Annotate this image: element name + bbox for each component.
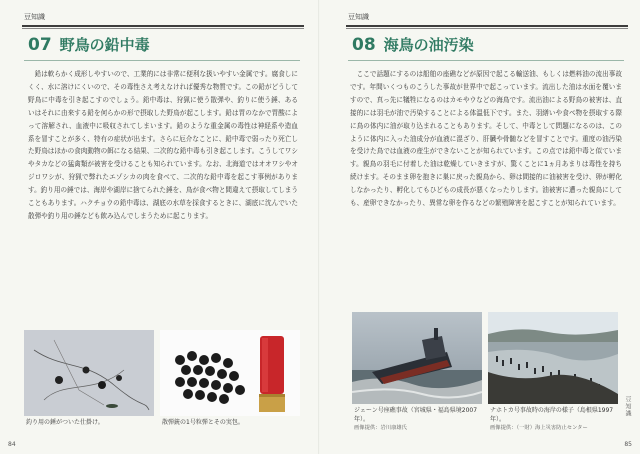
photo-credit: 画像提供：岩川康雄氏: [354, 425, 407, 431]
title-rule: [24, 60, 300, 61]
section-heading: 野鳥の鉛中毒: [59, 36, 150, 54]
page-number: 84: [8, 441, 16, 448]
header-rule: [346, 25, 628, 27]
body-text: 鉛は軟らかく成形しやすいので、工業的には非常に便利な扱いやすい金属です。腐食しにくく、水に溶けにくいので、その毒性さえ考えなければ優秀な物質です。この鉛がどうして野鳥に中毒を引き起こすのでしょう。鉛中毒は、狩猟に使う散弾や、釣りに使う錘、あるいはそれに由来する鉛を何らかの形で摂取した野鳥が起こします。鉛は胃のなかで胃酸によって溶解され、血液中に吸収されてしまいます。鉛のような重金属の毒性は神経系や造血系を冒すことが多く、特有の症状が出ます。さらに厄介なことに、鉛中毒で弱ったり死亡した野鳥はほかの食肉動物の餌になる結果、二次的な鉛中毒も引き起こします。こうしてワシやタカなどの猛禽類が被害を受けることも知られています。なお、北海道ではオオワシやオジロワシが、狩猟で弊れたエゾシカの肉を食べて、二次的な鉛中毒を起こす事例があります。釣り用の錘では、海岸や湖岸に捨てられた錘を、鳥が食べ物と間違えて摂取してしまうこともあります。ハクチョウの鉛中毒は、湖底の水草を採食するときに、湖底に沈んでいた散弾や釣り用の錘なども飲み込んでしまうために起こります。: [28, 70, 298, 220]
photo-credit: 画像提供：（一財）海上災害防止センター: [490, 425, 588, 431]
section-title: [352, 34, 474, 55]
caption-text: ナホトカ号事故時の海岸の様子（島根県1997年）。: [490, 407, 614, 423]
section-title: [28, 34, 150, 55]
photo-caption: 散弾銃の1号粒弾とその実包。: [162, 419, 244, 426]
oil-spill-coast-photo: [488, 312, 618, 404]
header-rule: [22, 25, 304, 27]
section-heading: 海鳥の油汚染: [383, 36, 474, 54]
shipwreck-photo: [352, 312, 482, 404]
section-number: 08: [352, 35, 376, 55]
fishing-sinker-photo: [24, 330, 154, 416]
photo-caption: [354, 406, 489, 433]
caption-text: ジェーン号座礁事故（宮城県・福島県境2007年）。: [354, 407, 478, 423]
section-label: 豆知識: [348, 13, 369, 21]
title-rule: [348, 60, 624, 61]
page-number: 85: [624, 441, 632, 448]
vertical-section-label: 豆知識: [624, 396, 631, 417]
photo-caption: 釣り用の錘がついた仕掛け。: [26, 419, 104, 426]
header-rule-thin: [346, 28, 628, 29]
shotgun-pellet-photo: [160, 330, 300, 416]
body-text: ここで話題にするのは船舶の座礁などが原因で起こる輸送油、もしくは燃料油の流出事故です。年間いくつものこうした事故が世界中で起こっています。流出した油は水面を覆いますので、真っ先に犠牲になるのはカモやウなどの海鳥です。流出油による野鳥の被害は、直接的には羽毛が油で汚染することによる体温低下です。また、羽繕いや食べ物を摂取する際に鳥の体内に油が取り込まれることもあります。そして、中毒として問題になるのは、このように体内に入った油成分が血液に混ざり、肝臓や骨髄などを冒すことです。重度の油汚染を受けた鳥では血液の産生ができないことが知られています。この点では鉛中毒と似ています。親鳥の羽毛に付着した油は乾燥していきますが、驚くことに1ヵ月あまりは毒性を持ち続けます。そのまま卵を抱きに巣に戻った親鳥から、卵は間接的に油被害を受け、卵が孵化しなかったり、孵化してもひどもの成長が悪くなったりします。油被害に遭った親鳥にしても、産卵できなかったり、異常な卵を作るなどの繁殖障害を起こすことが知られています。: [350, 70, 622, 208]
header-rule-thin: [22, 28, 304, 29]
section-number: 07: [28, 35, 52, 55]
photo-caption: [490, 406, 625, 433]
section-label: 豆知識: [24, 13, 45, 21]
right-page: [320, 0, 640, 454]
